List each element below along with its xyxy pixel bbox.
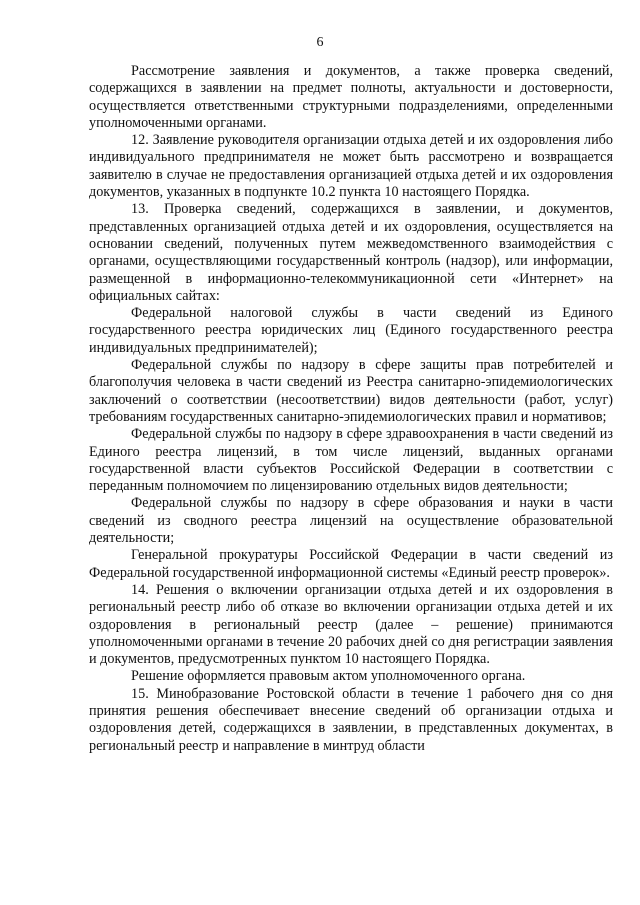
paragraph-prosecutor: Генеральной прокуратуры Российской Федерации в части сведений из Федеральной государственной информационной системы «Единый реестр проверок». bbox=[89, 547, 613, 581]
paragraph-review: Рассмотрение заявления и документов, а также проверка сведений, содержащихся в заявлении на предмет полноты, актуальности и достоверности, осуществляется ответственными структурными подразделениями, определенными уполномоченными органами. bbox=[89, 63, 613, 131]
paragraph-decision-form: Решение оформляется правовым актом уполномоченного органа. bbox=[131, 668, 526, 685]
document-body bbox=[89, 63, 613, 755]
paragraph-12: 12. Заявление руководителя организации отдыха детей и их оздоровления либо индивидуального предпринимателя не может быть рассмотрено и возвращается заявителю в случае не предоставления организацией отдыха детей и их оздоровления документов, указанных в подпункте 10.2 пункта 10 настоящего Порядка. bbox=[89, 132, 613, 201]
paragraph-tax-service: Федеральной налоговой службы в части сведений из Единого государственного реестра юридических лиц (Единого государственного реестра индивидуальных предпринимателей); bbox=[89, 305, 613, 356]
paragraph-healthcare: Федеральной службы по надзору в сфере здравоохранения в части сведений из Единого реестра лицензий, в том числе лицензий, выданных органами государственной власти субъектов Российской Федерации в соответствии с переданным полномочием по лицензированию отдельных видов деятельности; bbox=[89, 426, 613, 495]
paragraph-education: Федеральной службы по надзору в сфере образования и науки в части сведений из сводного реестра лицензий на осуществление образовательной деятельности; bbox=[89, 495, 613, 547]
paragraph-14: 14. Решения о включении организации отдыха детей и их оздоровления в региональный реестр либо об отказе во включении организации отдыха детей и их оздоровления в региональный реестр (далее – решение) принимаются уполномоченными органами в течение 20 рабочих дней со дня регистрации заявления и документов, предусмотренных пунктом 10 настоящего Порядка. bbox=[89, 581, 613, 668]
paragraph-15: 15. Минобразование Ростовской области в течение 1 рабочего дня со дня принятия решения обеспечивает внесение сведений об организации отдыха и оздоровления детей, содержащихся в заявлении, в представленных документах, в региональный реестр и направление в минтруд области bbox=[89, 685, 613, 754]
page-number: 6 bbox=[316, 35, 324, 50]
paragraph-13: 13. Проверка сведений, содержащихся в заявлении, и документов, представленных организацией отдыха детей и их оздоровления, осуществляется на основании сведений, полученных путем межведомственного взаимодействия с органами, осуществляющими государственный контроль (надзор), или информации, размещенной в информационно-телекоммуникационной сети «Интернет» на официальных сайтах: bbox=[89, 201, 613, 304]
paragraph-consumer-protection: Федеральной службы по надзору в сфере защиты прав потребителей и благополучия человека в части сведений из Реестра санитарно-эпидемиологических заключений о соответствии (несоответствии) видов деятельности (работ, услуг) требованиям государственных санитарно-эпидемиологических правил и нормативов; bbox=[89, 357, 613, 425]
